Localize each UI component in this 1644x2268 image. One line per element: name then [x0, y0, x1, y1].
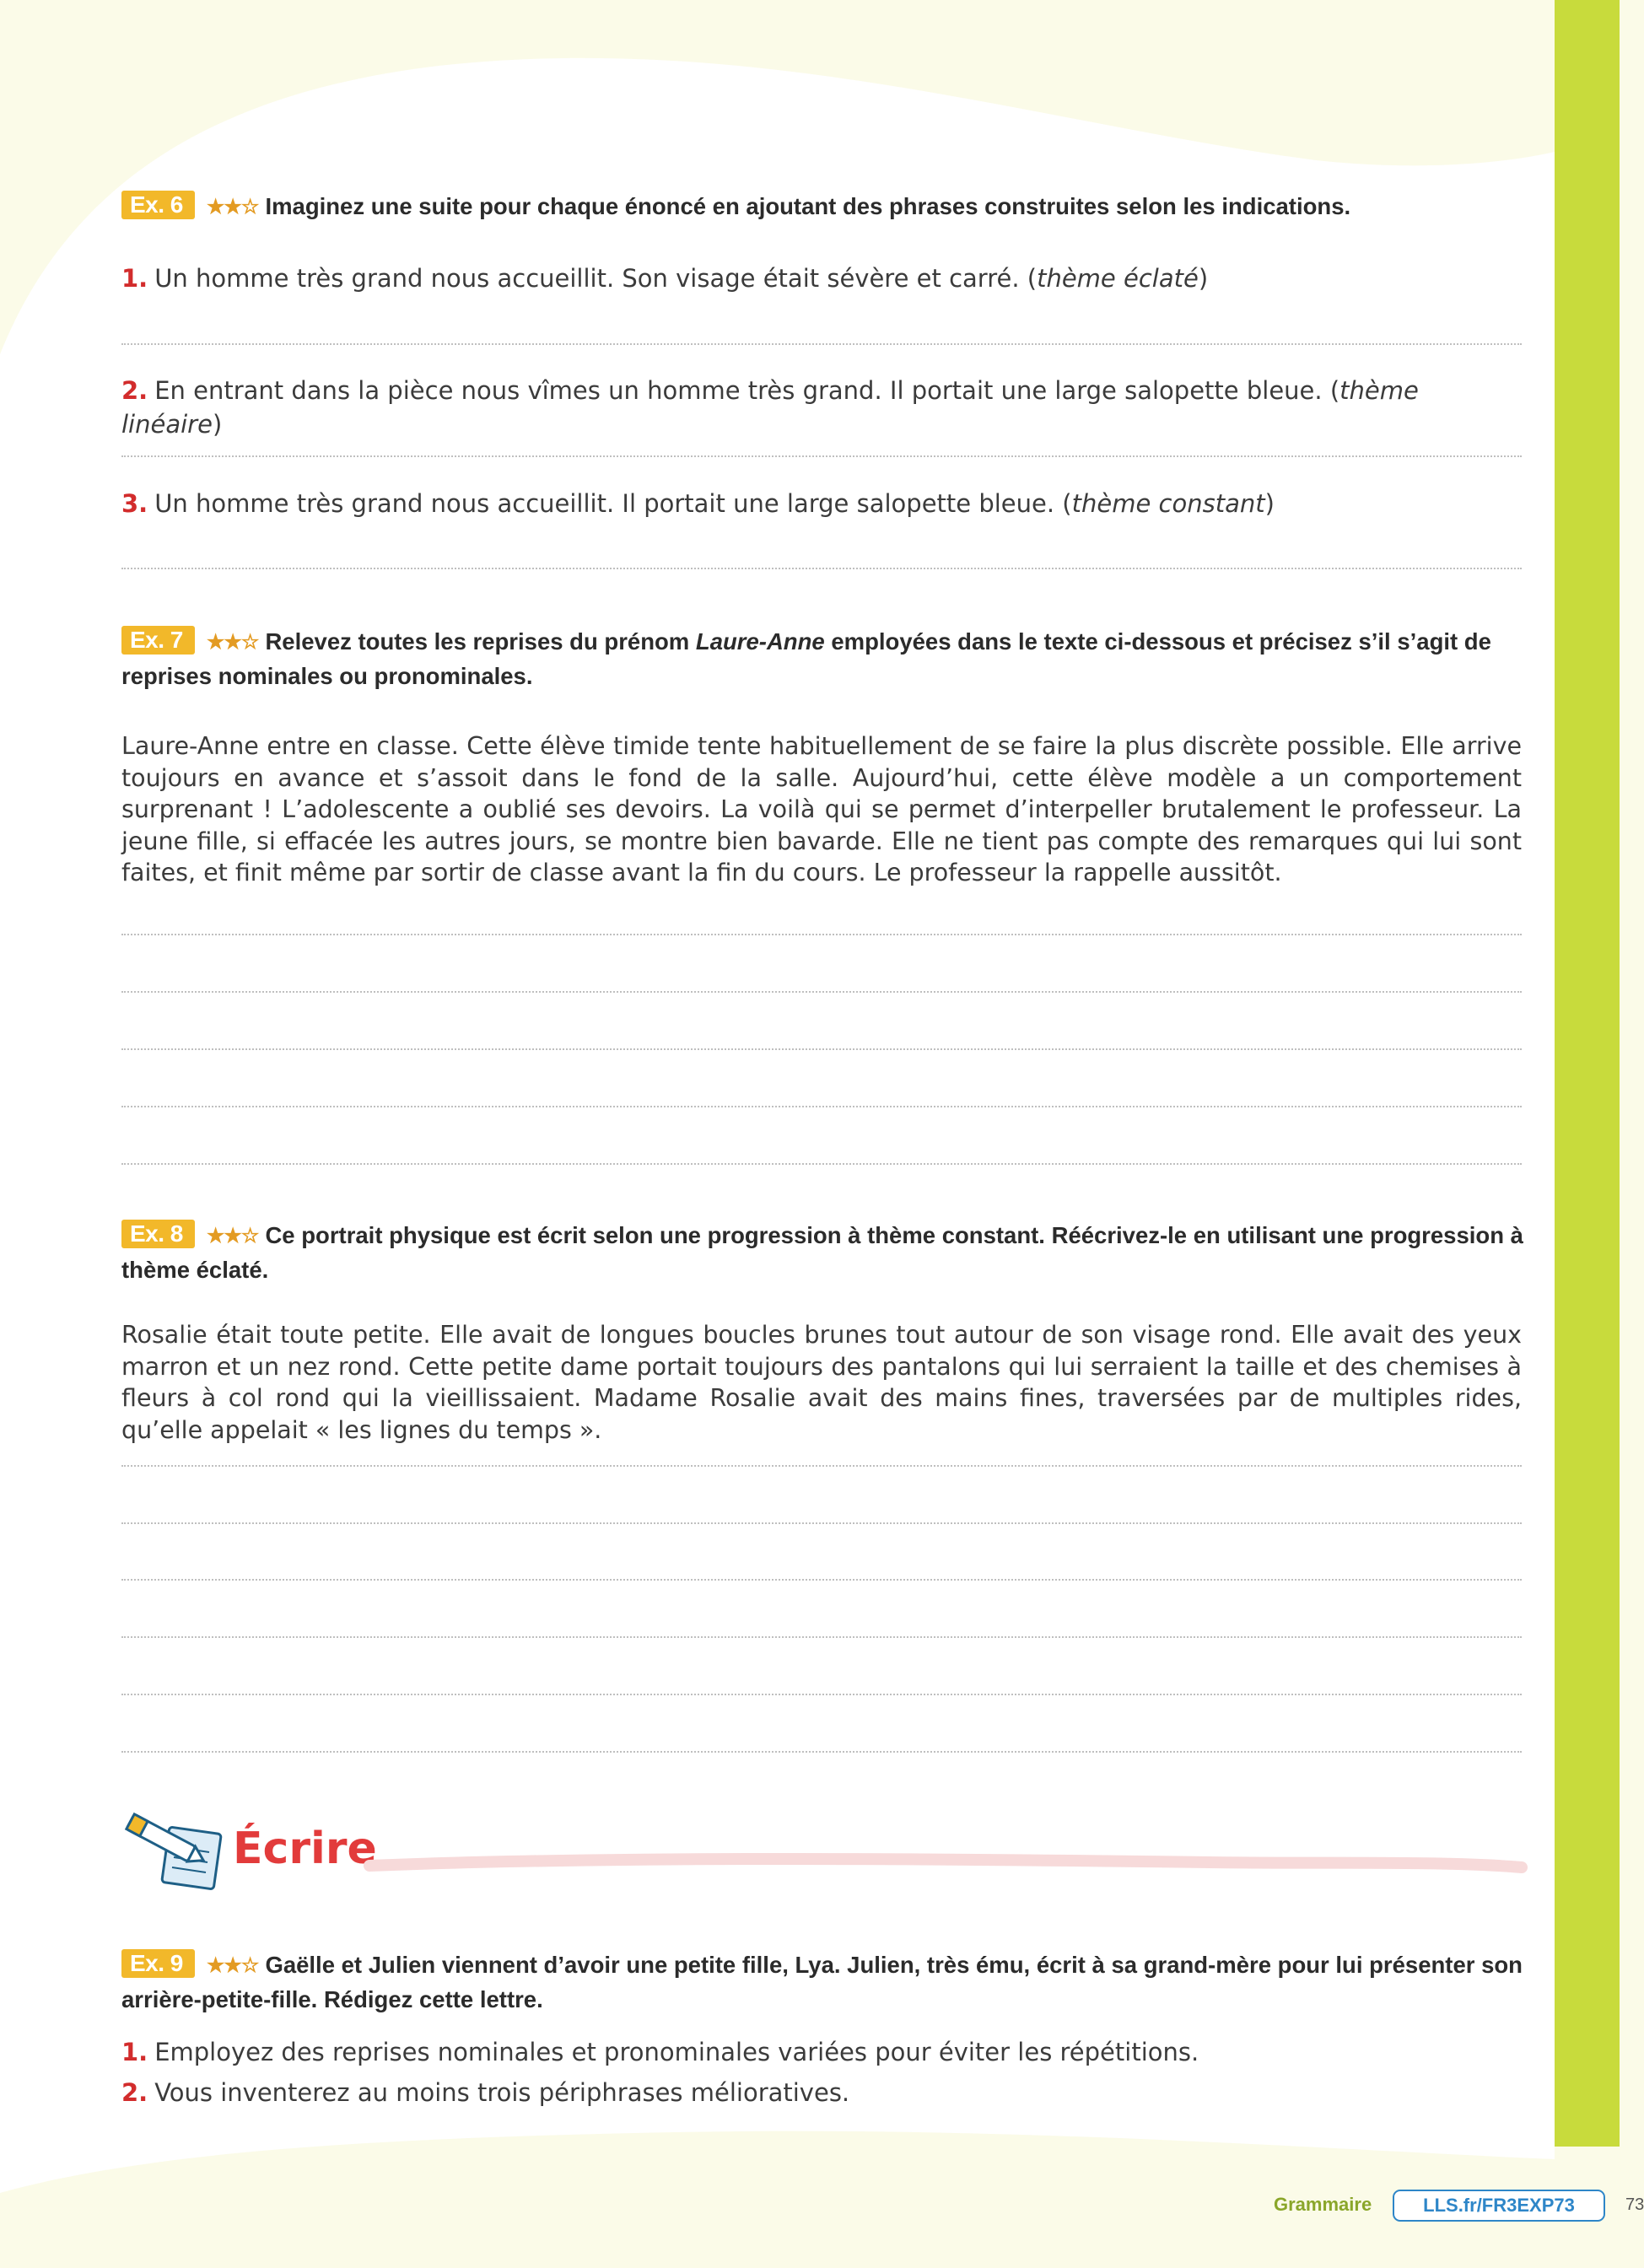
answer-line[interactable] — [121, 1048, 1522, 1050]
ex6-item-2: 2. En entrant dans la pièce nous vîmes un homme très grand. Il portait une large salopette bleue. (thème linéaire) — [121, 376, 1419, 439]
ex6-heading — [121, 190, 1526, 224]
answer-line[interactable] — [121, 1106, 1522, 1107]
answer-line[interactable] — [121, 455, 1522, 457]
ex6-item-3: 3. Un homme très grand nous accueillit. Il portait une large salopette bleue. (thème constant) — [121, 489, 1275, 518]
answer-line[interactable] — [121, 343, 1522, 345]
ex9-item-1: 1. Employez des reprises nominales et pronominales variées pour éviter les répétitions. — [121, 2038, 1199, 2066]
ex8-instruction: Ce portrait physique est écrit selon une progression à thème constant. Réécrivez-le en utilisant une progression à thème éclaté. — [121, 1222, 1523, 1283]
ex9-item-2: 2. Vous inventerez au moins trois périphrases mélioratives. — [121, 2078, 850, 2107]
page-number: 73 — [1625, 2195, 1644, 2214]
answer-line[interactable] — [121, 1751, 1522, 1753]
difficulty-stars: ★★☆ — [206, 196, 259, 218]
answer-line[interactable] — [121, 1636, 1522, 1638]
ex9-badge: Ex. 9 — [121, 1949, 195, 1978]
answer-line[interactable] — [121, 1163, 1522, 1165]
ex6-badge: Ex. 6 — [121, 191, 195, 219]
answer-line[interactable] — [121, 991, 1522, 993]
ex6-item-1: 1. Un homme très grand nous accueillit. Son visage était sévère et carré. (thème éclaté) — [121, 264, 1209, 293]
ex7-badge: Ex. 7 — [121, 626, 195, 655]
answer-line[interactable] — [121, 1579, 1522, 1581]
writing-notebook-icon — [121, 1805, 235, 1898]
ex8-text: Rosalie était toute petite. Elle avait de longues boucles brunes tout autour de son visage rond. Elle avait des yeux marron et un nez rond. Cette petite dame portait toujours des pantalons qui lui serraient la taille et des chemises à fleurs à col rond qui la vieillissaient. Madame Rosalie avait des mains fines, traversées par de multiples rides, qu’elle appelait « les lignes du temps ». — [121, 1321, 1522, 1444]
ecrire-section-header — [121, 1805, 1526, 1898]
footer-category: Grammaire — [1274, 2194, 1372, 2215]
ex9-instruction: Gaëlle et Julien viennent d’avoir une petite fille, Lya. Julien, très ému, écrit à sa grand-mère pour lui présenter son arrière-petite-fille. Rédigez cette lettre. — [121, 1952, 1523, 2012]
answer-line[interactable] — [121, 1522, 1522, 1524]
answer-line[interactable] — [121, 1465, 1522, 1467]
ex8-heading — [121, 1219, 1526, 1287]
ex7-heading: Ex. 7 ★★☆ Relevez toutes les reprises du prénom Laure-Anne employées dans le texte ci-dessous et précisez s’il s’agit de reprises nominales ou pronominales. — [121, 627, 1491, 689]
ex8-badge: Ex. 8 — [121, 1220, 195, 1248]
section-title: Écrire — [233, 1824, 377, 1874]
answer-line[interactable] — [121, 1694, 1522, 1695]
difficulty-stars: ★★☆ — [206, 631, 259, 654]
ex6-instruction: Imaginez une suite pour chaque énoncé en ajoutant des phrases construites selon les indications. — [265, 193, 1351, 219]
title-underline — [366, 1854, 1526, 1874]
footer-link-button[interactable]: LLS.fr/FR3EXP73 — [1393, 2190, 1605, 2222]
difficulty-stars: ★★☆ — [206, 1225, 259, 1247]
ex7-text: Laure-Anne entre en classe. Cette élève timide tente habituellement de se faire la plus discrète possible. Elle arrive toujours en avance et s’assoit dans le fond de la salle. Aujourd’hui, cette élève modèle a un comportement surprenant ! L’adolescente a oublié ses devoirs. La voilà qui se permet d’interpeller brutalement le professeur. La jeune fille, si effacée les autres jours, se montre bien bavarde. Elle ne tient pas compte des remarques qui lui sont faites, et finit même par sortir de classe avant la fin du cours. Le professeur la rappelle aussitôt. — [121, 732, 1522, 886]
ex9-heading — [121, 1948, 1526, 2017]
answer-line[interactable] — [121, 568, 1522, 569]
difficulty-stars: ★★☆ — [206, 1954, 259, 1977]
side-color-band — [1555, 0, 1620, 2147]
answer-line[interactable] — [121, 934, 1522, 935]
